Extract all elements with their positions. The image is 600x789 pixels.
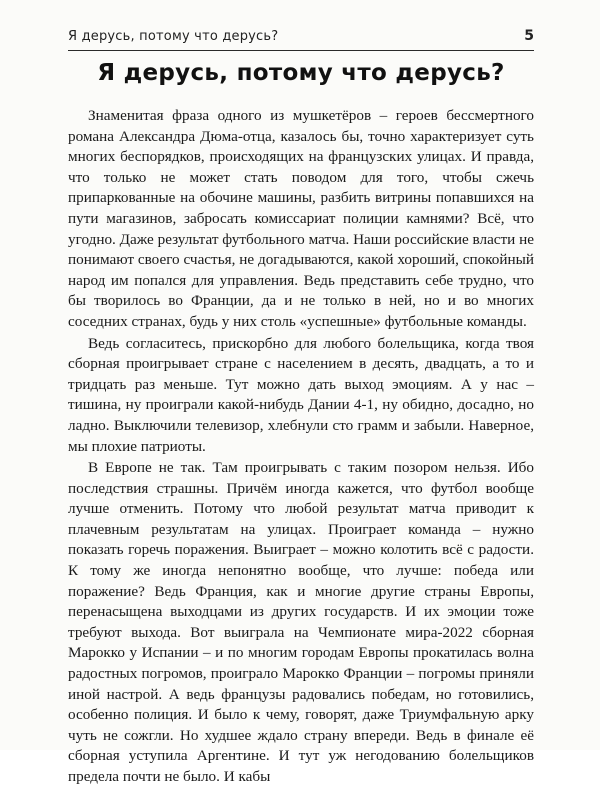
paragraph-3: В Европе не так. Там проигрывать с таким позором нельзя. Ибо последствия страшны. Причём иногда кажется, что футбол вообще лучше отменить. Потому что любой результат матча приводит к плачевным результатам на улицах. Проиграет команда – нужно показать горечь поражения. Выиграет – можно колотить всё с радости. К тому же иногда непонятно вообще, что лучше: победа или поражение? Ведь Франция, как и многие другие страны Европы, перенасыщена выходцами из других государств. И их эмоции тоже требуют выхода. Вот выиграла на Чемпионате мира-2022 сборная Марокко у Испании – и по многим городам Европы прокатилась волна радостных погромов, проиграло Марокко Франции – погромы приняли иной настрой. А ведь французы радовались победам, но готовились, особенно полиция. И было к чему, говорят, даже Триумфальную арку чуть не сожгли. Но худшее ждало страну впереди. Ведь в финале её сборная уступила Аргентине. И тут уж негодованию болельщиков предела почти не было. И кабы [68, 459, 534, 785]
running-header [68, 28, 534, 51]
paragraph-2: Ведь согласитесь, прискорбно для любого болельщика, когда твоя сборная проигрывает стране с населением в десять, двадцать, а то и тридцать раз меньше. Тут можно дать выход эмоциям. А у нас – тишина, ну проиграли какой-нибудь Дании 4-1, ну обидно, досадно, но ладно. Выключили телевизор, хлебнули сто грамм и забыли. Наверное, мы плохие патриоты. [68, 334, 534, 455]
paragraph-1: Знаменитая фраза одного из мушкетёров – героев бессмертного романа Александра Дюма-отца, казалось бы, точно характеризует суть многих беспорядков, происходящих на французских улицах. И правда, что только не может стать поводом для того, чтобы сжечь припаркованные на обочине машины, разбить витрины попавшихся на пути магазинов, забросать комиссариат полиции камнями? Всё, что угодно. Даже результат футбольного матча. Наши российские власти не понимают своего счастья, не догадываются, какой хороший, спокойный народ им попался для управления. Ведь представить себе трудно, что бы творилось во Франции, да и не только в ней, но и во многих соседних странах, будь у них столь «успешные» футбольные команды. [68, 107, 534, 330]
body-text [68, 106, 534, 789]
running-title: Я дерусь, потому что дерусь? [68, 29, 279, 44]
chapter-title: Я дерусь, потому что дерусь? [97, 60, 505, 86]
page-number: 5 [524, 28, 534, 44]
